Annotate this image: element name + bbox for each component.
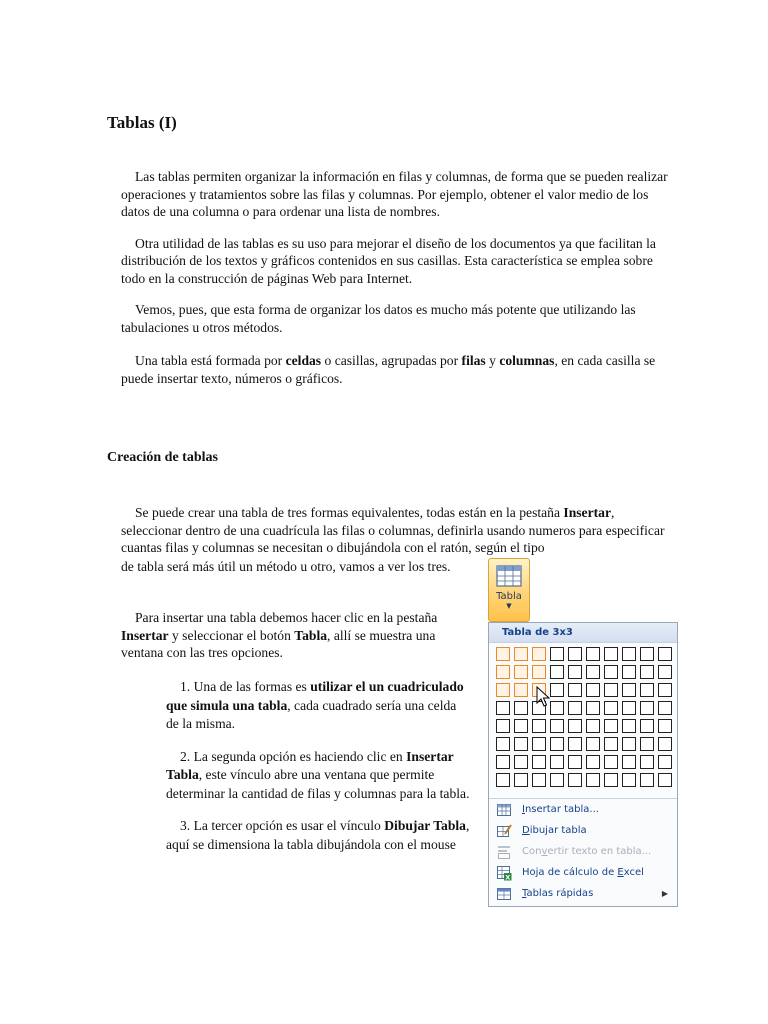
menu-item-dibujar-tabla[interactable] <box>489 820 677 841</box>
grid-cell[interactable] <box>568 755 582 769</box>
draw-table-icon <box>496 823 512 839</box>
excel-sheet-icon <box>496 865 512 881</box>
grid-cell[interactable] <box>586 755 600 769</box>
grid-cell[interactable] <box>568 683 582 697</box>
grid-cell[interactable] <box>514 773 528 787</box>
grid-cell[interactable] <box>532 773 546 787</box>
grid-cell[interactable] <box>496 737 510 751</box>
grid-cell[interactable] <box>604 647 618 661</box>
paragraph-2: Otra utilidad de las tablas es su uso para mejorar el diseño de los documentos ya que facilitan la distribución de los textos y gráficos contenidos en sus casillas. Esta característica se emplea sobre todo en la construcción de páginas Web para Internet. <box>121 235 656 286</box>
convert-text-icon <box>496 844 512 860</box>
grid-cell[interactable] <box>586 665 600 679</box>
list-item: 1. Una de las formas es utilizar el un cuadriculado que simula una tabla, cada cuadrado sería una celda de la misma. <box>166 679 464 731</box>
grid-cell[interactable] <box>586 683 600 697</box>
grid-cell[interactable] <box>658 647 672 661</box>
grid-cell[interactable] <box>550 701 564 715</box>
grid-cell[interactable] <box>640 719 654 733</box>
grid-cell[interactable] <box>622 755 636 769</box>
menu-item-label: Tablas rápidas <box>522 888 594 899</box>
insert-paragraph: Para insertar una tabla debemos hacer clic en la pestaña Insertar y seleccionar el botón Tabla, allí se muestra una ventana con las tres opciones. <box>121 610 438 660</box>
grid-cell[interactable] <box>514 647 528 661</box>
grid-cell[interactable] <box>604 773 618 787</box>
grid-cell[interactable] <box>586 701 600 715</box>
grid-cell[interactable] <box>514 683 528 697</box>
grid-size-label: Tabla de 3x3 <box>489 623 677 643</box>
grid-cell[interactable] <box>622 719 636 733</box>
grid-cell[interactable] <box>658 683 672 697</box>
grid-cell[interactable] <box>658 755 672 769</box>
tabla-button-label: Tabla <box>496 591 522 602</box>
grid-cell[interactable] <box>550 737 564 751</box>
grid-cell[interactable] <box>568 773 582 787</box>
grid-cell[interactable] <box>514 719 528 733</box>
list-item: 3. La tercer opción es usar el vínculo Dibujar Tabla, aquí se dimensiona la tabla dibujándola con el mouse <box>166 818 470 852</box>
grid-cell[interactable] <box>550 665 564 679</box>
grid-cell[interactable] <box>568 647 582 661</box>
intro-paragraph-tail: de tabla será más útil un método u otro, vamos a ver los tres. <box>121 559 451 574</box>
list-item: 2. La segunda opción es haciendo clic en Insertar Tabla, este vínculo abre una ventana que permite determinar la cantidad de filas y columnas para la tabla. <box>166 748 470 801</box>
section1-body <box>121 168 671 387</box>
grid-cell[interactable] <box>496 665 510 679</box>
grid-cell[interactable] <box>658 773 672 787</box>
grid-cell[interactable] <box>568 701 582 715</box>
grid-cell[interactable] <box>496 773 510 787</box>
grid-cell[interactable] <box>514 665 528 679</box>
insert-table-dropdown <box>488 622 678 907</box>
grid-cell[interactable] <box>604 755 618 769</box>
paragraph-3: Vemos, pues, que esta forma de organizar los datos es mucho más potente que utilizando las tabulaciones u otros métodos. <box>121 302 636 335</box>
grid-cell[interactable] <box>640 665 654 679</box>
grid-cell[interactable] <box>658 701 672 715</box>
grid-cell[interactable] <box>658 719 672 733</box>
paragraph-4: Una tabla está formada por celdas o casillas, agrupadas por filas y columnas, en cada casilla se puede insertar texto, números o gráficos. <box>121 353 656 386</box>
grid-cell[interactable] <box>640 773 654 787</box>
menu-item-label: Hoja de cálculo de Excel <box>522 867 644 878</box>
grid-cell[interactable] <box>604 719 618 733</box>
grid-cell[interactable] <box>550 647 564 661</box>
grid-cell[interactable] <box>568 665 582 679</box>
grid-cell[interactable] <box>550 773 564 787</box>
section-heading-creacion: Creación de tablas <box>107 450 218 465</box>
menu-item-label: Dibujar tabla <box>522 825 587 836</box>
grid-cell[interactable] <box>586 719 600 733</box>
grid-cell[interactable] <box>586 647 600 661</box>
grid-cell[interactable] <box>514 737 528 751</box>
intro-paragraph: Se puede crear una tabla de tres formas equivalentes, todas están en la pestaña Insertar, seleccionar dentro de una cuadrícula las filas o columnas, definirla usando numeros para especificar cuantas filas y columnas se necesitan o dibujándola con el ratón, según el tipo <box>121 505 665 555</box>
table-icon <box>496 565 522 587</box>
grid-cell[interactable] <box>550 683 564 697</box>
grid-cell[interactable] <box>568 737 582 751</box>
grid-cell[interactable] <box>604 737 618 751</box>
grid-cell[interactable] <box>532 719 546 733</box>
menu-item-label: Convertir texto en tabla... <box>522 846 652 857</box>
menu-item-label: Insertar tabla... <box>522 804 599 815</box>
grid-cell[interactable] <box>622 737 636 751</box>
grid-cell[interactable] <box>514 701 528 715</box>
grid-cell[interactable] <box>622 773 636 787</box>
grid-cell[interactable] <box>550 719 564 733</box>
insert-table-icon <box>496 802 512 818</box>
grid-cell[interactable] <box>640 701 654 715</box>
grid-cell[interactable] <box>640 683 654 697</box>
chevron-down-icon: ▼ <box>506 602 512 610</box>
grid-cell[interactable] <box>622 683 636 697</box>
grid-cell[interactable] <box>658 737 672 751</box>
menu-item-convertir-texto <box>489 841 677 862</box>
grid-cell[interactable] <box>640 647 654 661</box>
grid-cell[interactable] <box>496 683 510 697</box>
tabla-button[interactable] <box>488 558 530 622</box>
grid-cell[interactable] <box>604 665 618 679</box>
grid-cell[interactable] <box>532 755 546 769</box>
grid-cell[interactable] <box>532 647 546 661</box>
grid-cell[interactable] <box>622 701 636 715</box>
mouse-pointer-icon <box>536 686 550 708</box>
menu-item-tablas-rapidas[interactable] <box>489 883 677 904</box>
grid-cell[interactable] <box>658 665 672 679</box>
paragraph-1: Las tablas permiten organizar la información en filas y columnas, de forma que se pueden realizar operaciones y tratamientos sobre las filas y columnas. Por ejemplo, obtener el valor medio de los datos de una columna o para ordenar una lista de nombres. <box>121 169 668 219</box>
grid-cell[interactable] <box>586 773 600 787</box>
grid-cell[interactable] <box>496 647 510 661</box>
grid-cell[interactable] <box>640 755 654 769</box>
grid-cell[interactable] <box>622 647 636 661</box>
grid-cell[interactable] <box>550 755 564 769</box>
grid-cell[interactable] <box>496 719 510 733</box>
grid-cell[interactable] <box>532 737 546 751</box>
grid-cell[interactable] <box>640 737 654 751</box>
grid-cell[interactable] <box>622 665 636 679</box>
grid-cell[interactable] <box>586 737 600 751</box>
grid-cell[interactable] <box>496 701 510 715</box>
submenu-arrow-icon: ▶ <box>661 889 668 898</box>
page-title: Tablas (I) <box>107 113 177 132</box>
svg-text:X: X <box>505 872 511 881</box>
grid-cell[interactable] <box>568 719 582 733</box>
grid-cell[interactable] <box>514 755 528 769</box>
grid-cell[interactable] <box>532 665 546 679</box>
grid-cell[interactable] <box>604 683 618 697</box>
grid-cell[interactable] <box>496 755 510 769</box>
menu-item-hoja-excel[interactable] <box>489 862 677 883</box>
quick-tables-icon <box>496 886 512 902</box>
menu-item-insertar-tabla[interactable] <box>489 799 677 820</box>
grid-cell[interactable] <box>604 701 618 715</box>
options-list <box>166 678 472 854</box>
